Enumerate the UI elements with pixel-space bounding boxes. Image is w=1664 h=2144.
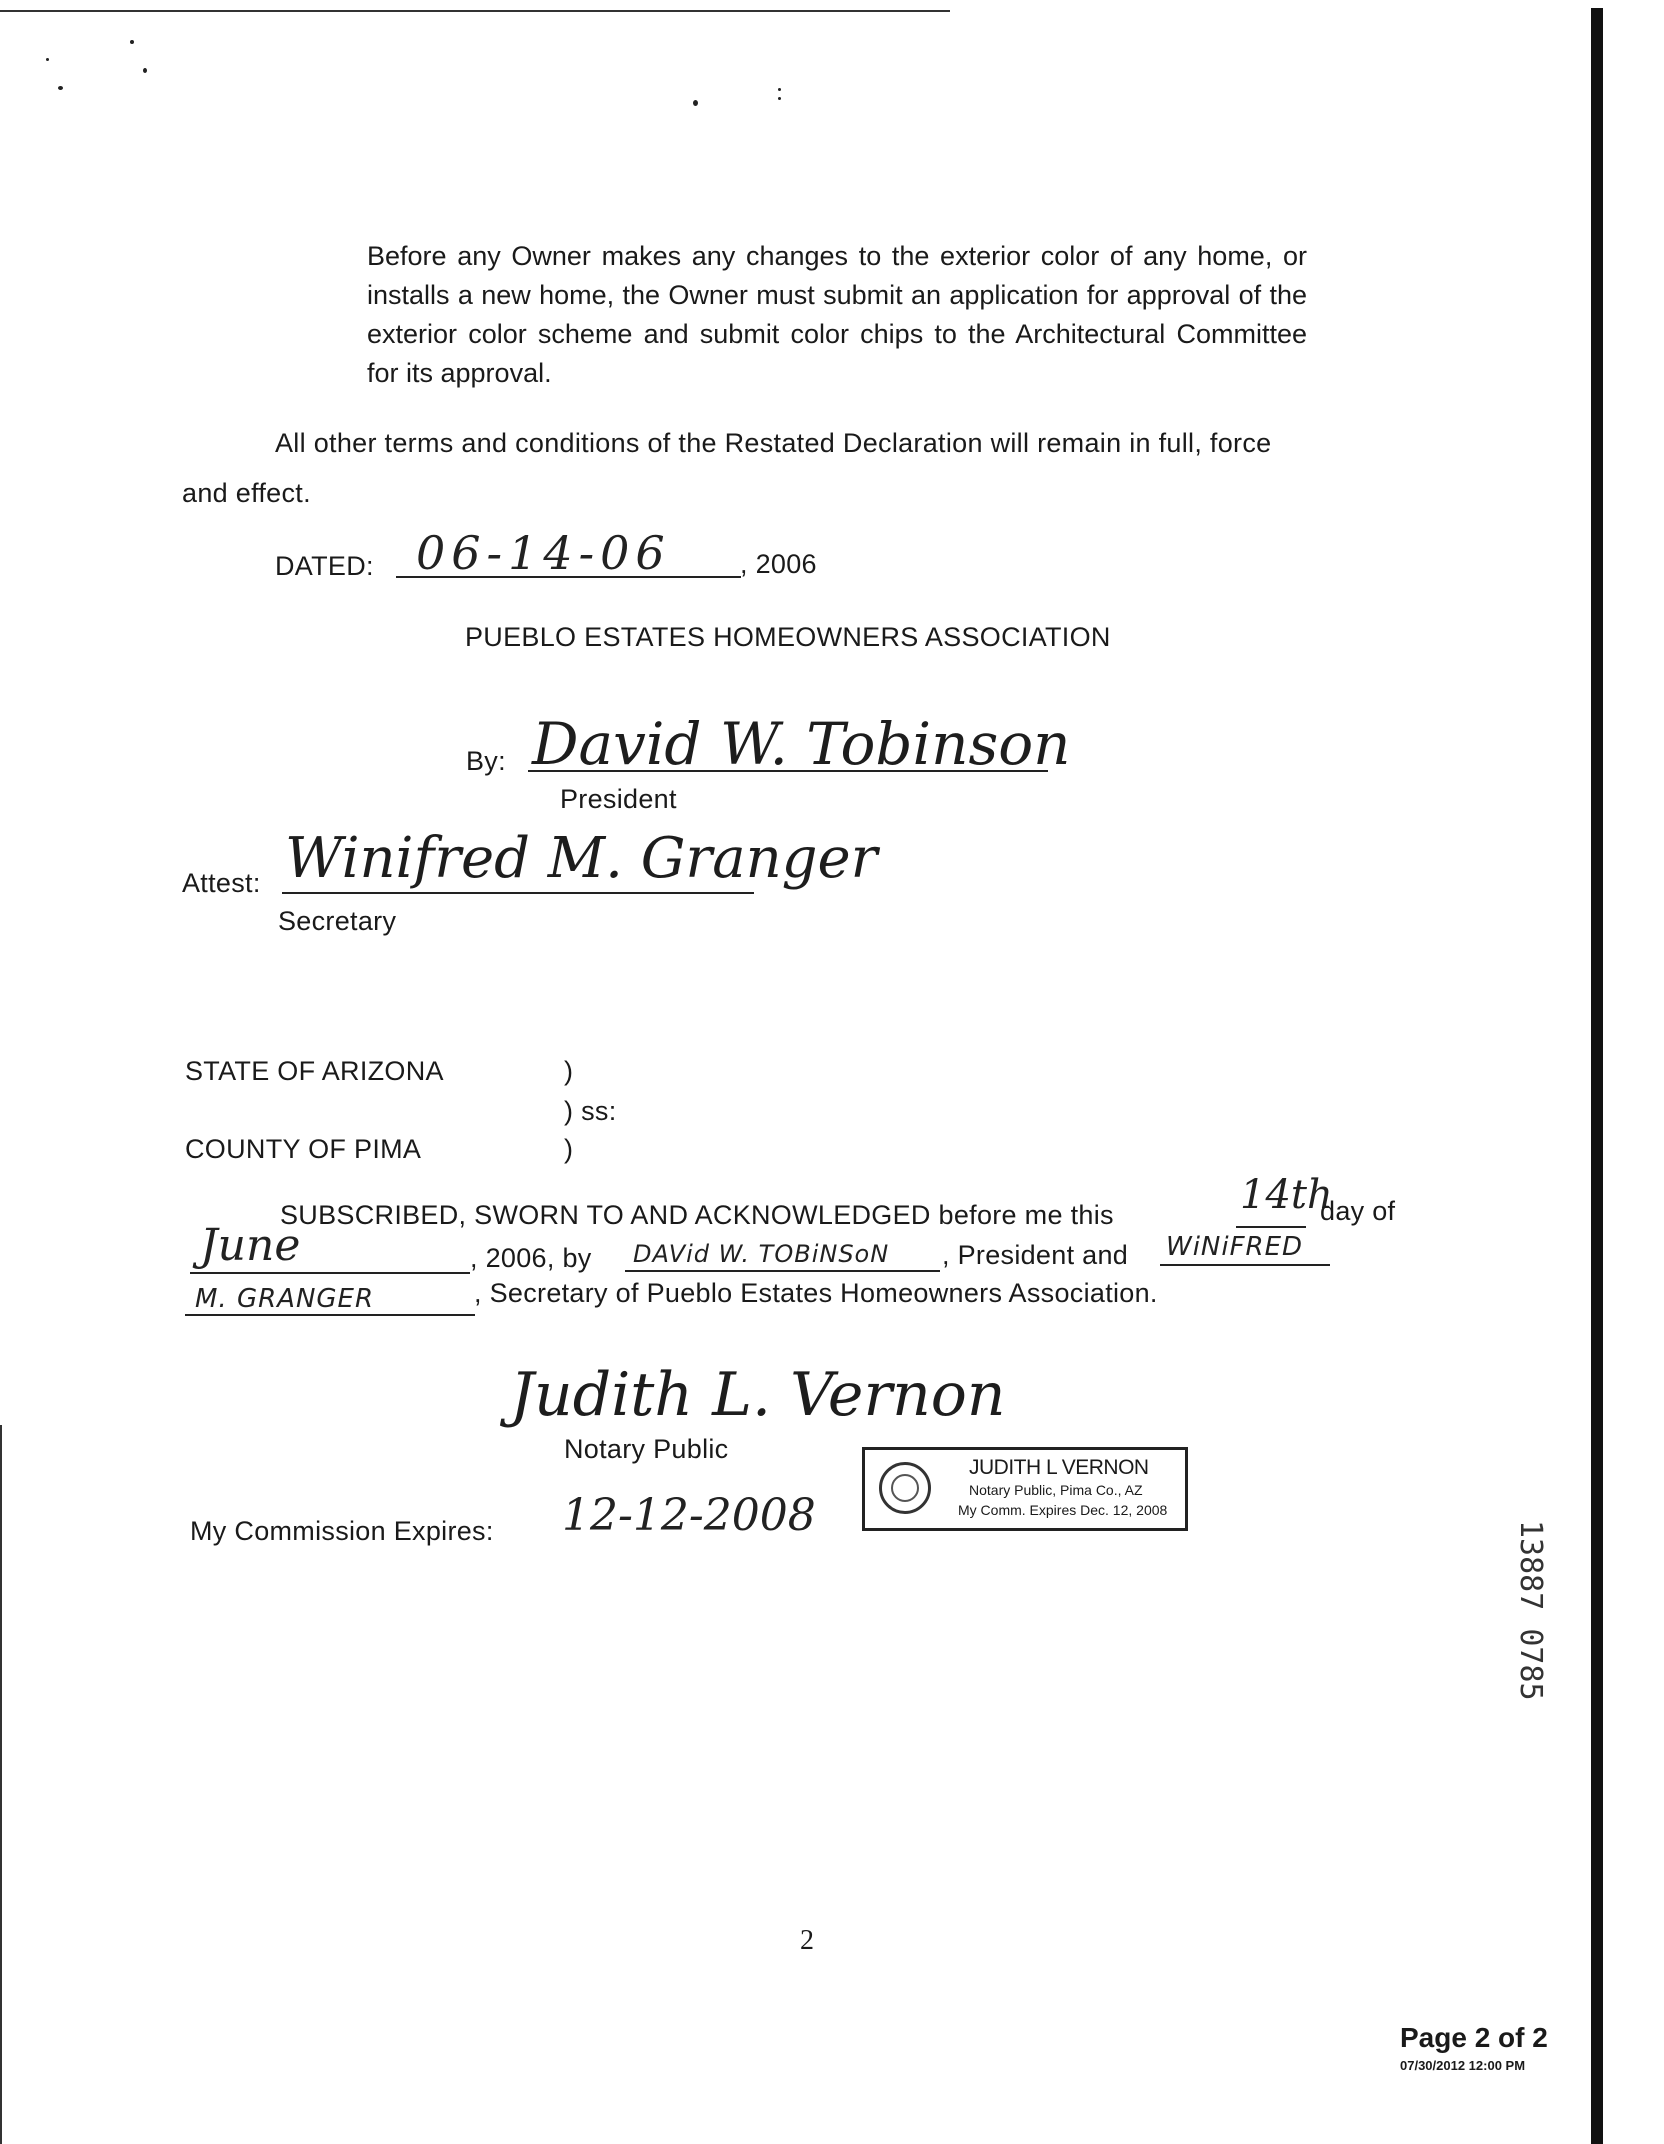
attest-label: Attest: [182,868,261,898]
notary-seal [879,1462,931,1514]
ack-month-handwritten: June [200,1220,301,1271]
ack-name2-last-handwritten: M. GRANGER [195,1284,375,1314]
paragraph-color-approval: Before any Owner makes any changes to the exterior color of any home, or installs a new home, the Owner must submit an application for approval of the exterior color scheme and submit color chips to the Architectural Committee for its approval. [367,241,1307,388]
page-number: 2 [800,1925,814,1956]
by-title: President [560,784,677,814]
margin-recording-number: 13887 0785 [1513,1520,1548,1701]
dated-year: , 2006 [740,549,817,579]
ack-year-text: , 2006, by [470,1243,592,1273]
association-name: PUEBLO ESTATES HOMEOWNERS ASSOCIATION [465,622,1111,652]
attest-title: Secretary [278,906,397,936]
stamp-name: JUDITH L VERNON [969,1456,1149,1479]
ack-name1-handwritten: DAVid W. TOBiNSoN [633,1240,890,1268]
venue-paren-3: ) [564,1134,574,1164]
ack-name2-first-handwritten: WiNiFRED [1166,1232,1304,1262]
scan-speck [778,97,781,100]
venue-paren-ss: ) ss: [564,1096,617,1126]
ack-name1-line [625,1238,940,1272]
ack-day-line [1236,1172,1333,1228]
ack-month-line [190,1220,470,1274]
scan-speck [46,58,49,61]
notary-title: Notary Public [564,1434,729,1464]
paragraph-other-terms-line2: and effect. [182,478,311,508]
footer-timestamp: 07/30/2012 12:00 PM [1400,2058,1526,2073]
scan-speck [58,86,63,90]
president-signature: David W. Tobinson [532,710,1071,778]
commission-date: 12-12-2008 [562,1490,816,1541]
dated-handwritten: 06-14-06 [416,526,671,580]
ack-day-handwritten: 14th [1240,1172,1333,1218]
stamp-line3: My Comm. Expires Dec. 12, 2008 [958,1502,1168,1518]
left-scan-border [0,1425,2,2144]
ack-secretary-text: , Secretary of Pueblo Estates Homeowners Association. [474,1278,1158,1308]
scan-speck [143,68,147,73]
commission-label: My Commission Expires: [190,1516,494,1546]
ack-line1-text: SUBSCRIBED, SWORN TO AND ACKNOWLEDGED before me this [280,1200,1114,1230]
ack-name2-last-line [185,1282,475,1316]
notary-stamp [862,1447,1188,1531]
dated-line [396,526,741,580]
scan-speck [693,100,698,106]
ack-line1-end: day of [1320,1196,1396,1226]
scan-speck [778,88,781,91]
notary-signature: Judith L. Vernon [510,1360,1006,1430]
venue-paren-1: ) [564,1056,574,1086]
dated-label: DATED: [275,551,374,581]
venue-county: COUNTY OF PIMA [185,1134,422,1164]
secretary-signature: Winifred M. Granger [285,826,878,891]
scan-speck [130,40,134,44]
ack-president-text: , President and [942,1240,1129,1270]
ack-name2-first-line [1160,1232,1330,1266]
right-scan-border [1591,8,1603,2144]
venue-state: STATE OF ARIZONA [185,1056,444,1086]
stamp-line2: Notary Public, Pima Co., AZ [969,1482,1143,1498]
footer-page-label: Page 2 of 2 [1400,2022,1548,2053]
paragraph-other-terms-line1: All other terms and conditions of the Restated Declaration will remain in full, force [275,428,1272,458]
by-label: By: [466,746,506,776]
top-rule [0,10,950,12]
